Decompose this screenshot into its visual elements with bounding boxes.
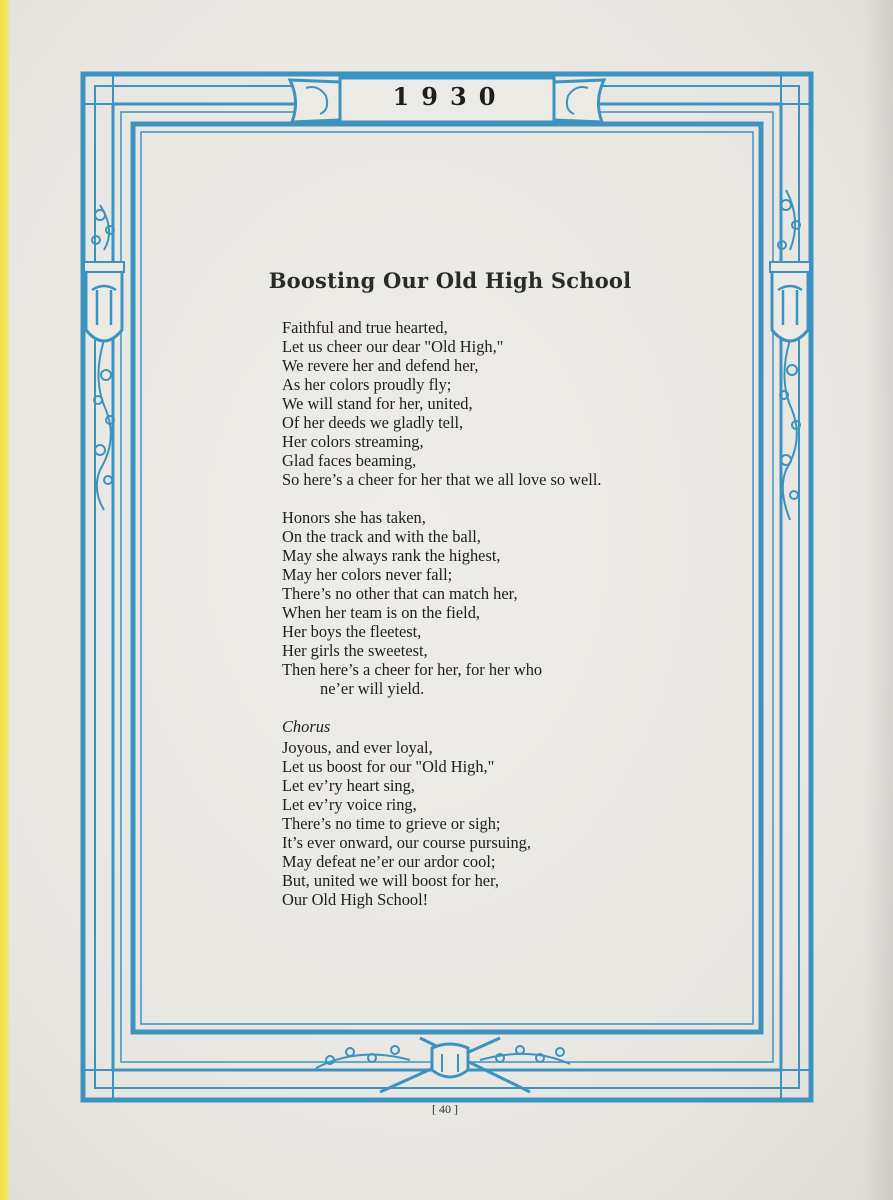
poem-line: Faithful and true hearted, [282, 318, 448, 337]
poem-line: Her boys the fleetest, [282, 622, 422, 641]
page-year-header: 1930 [392, 82, 508, 111]
corner-square-tr [781, 74, 811, 104]
poem-title: Boosting Our Old High School [268, 268, 632, 293]
poem-line: Her girls the sweetest, [282, 641, 428, 660]
poem-line: Glad faces beaming, [282, 451, 417, 470]
right-shield-ornament [770, 190, 810, 520]
poem-line: Then here’s a cheer for her, for her who [282, 660, 543, 679]
poem-line: We will stand for her, united, [282, 394, 473, 413]
poem-line: Of her deeds we gladly tell, [282, 413, 464, 432]
poem-line: Her colors streaming, [282, 432, 424, 451]
left-shield-ornament [84, 205, 124, 510]
poem-line: Let us boost for our "Old High," [282, 757, 495, 776]
bottom-ornament [316, 1038, 570, 1092]
corner-square-tl [83, 74, 113, 104]
poem-line: It’s ever onward, our course pursuing, [282, 833, 531, 852]
page-number: [ 40 ] [432, 1102, 458, 1116]
poem-line: When her team is on the field, [282, 603, 480, 622]
poem-line: Our Old High School! [282, 890, 429, 909]
poem-line: ne’er will yield. [320, 679, 425, 698]
poem-line: There’s no other that can match her, [282, 584, 518, 603]
poem-line: May defeat ne’er our ardor cool; [282, 852, 496, 871]
chorus-label: Chorus [282, 717, 331, 736]
poem-line: On the track and with the ball, [282, 527, 481, 546]
poem-line: There’s no time to grieve or sigh; [282, 814, 501, 833]
poem-line: May she always rank the highest, [282, 546, 501, 565]
corner-square-br [781, 1070, 811, 1100]
poem-line: Let ev’ry voice ring, [282, 795, 417, 814]
poem-line: Joyous, and ever loyal, [282, 738, 433, 757]
stanza-2 [282, 508, 722, 698]
poem-line: Honors she has taken, [282, 508, 426, 527]
poem-line: Let us cheer our dear "Old High," [282, 337, 504, 356]
chorus [282, 717, 722, 909]
poem-body [282, 318, 722, 928]
poem-line: Let ev’ry heart sing, [282, 776, 415, 795]
poem-line: So here’s a cheer for her that we all love so well. [282, 470, 602, 489]
corner-square-bl [83, 1070, 113, 1100]
poem-line: May her colors never fall; [282, 565, 453, 584]
stanza-1 [282, 318, 722, 489]
poem-line: We revere her and defend her, [282, 356, 479, 375]
poem-line: As her colors proudly fly; [282, 375, 452, 394]
poem-line: But, united we will boost for her, [282, 871, 499, 890]
